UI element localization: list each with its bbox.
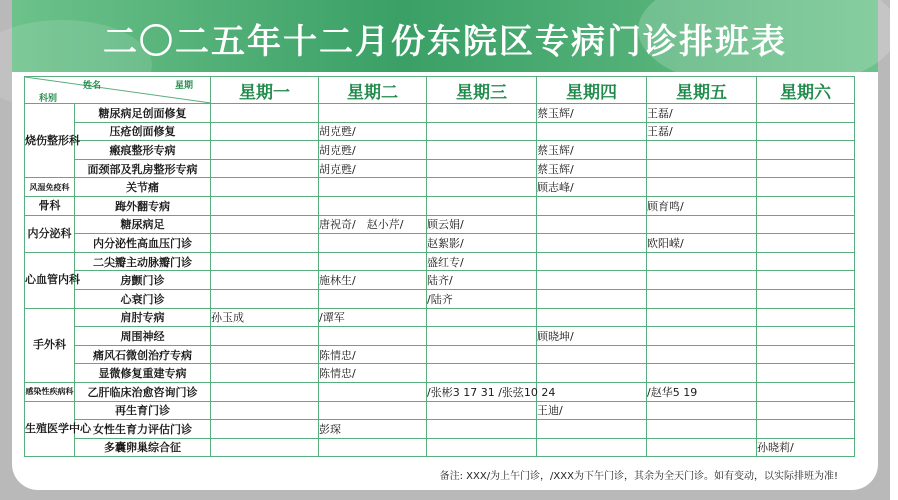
table-row	[25, 159, 855, 178]
doctor-cell	[427, 401, 537, 420]
clinic-cell: 女性生育力评估门诊	[75, 420, 211, 439]
doctor-cell	[427, 345, 537, 364]
doctor-cell: 唐祝奇/ 赵小芹/	[319, 215, 427, 234]
doctor-cell	[757, 345, 855, 364]
doctor-cell	[427, 308, 537, 327]
table-row	[25, 141, 855, 160]
table-row	[25, 122, 855, 141]
doctor-cell	[319, 252, 427, 271]
doctor-cell	[319, 196, 427, 215]
doctor-cell: 赵絮影/	[427, 234, 537, 253]
table-row	[25, 178, 855, 197]
table-row	[25, 234, 855, 253]
doctor-cell	[757, 215, 855, 234]
doctor-cell	[647, 289, 757, 308]
doctor-cell	[757, 252, 855, 271]
table-row	[25, 196, 855, 215]
header-banner	[12, 0, 878, 72]
doctor-cell	[537, 420, 647, 439]
doctor-cell	[319, 289, 427, 308]
schedule-panel	[12, 0, 878, 490]
doctor-cell: 彭琛	[319, 420, 427, 439]
doctor-cell	[647, 345, 757, 364]
clinic-cell: 心衰门诊	[75, 289, 211, 308]
dept-cell: 感染性疾病科	[25, 382, 75, 401]
doctor-cell	[537, 234, 647, 253]
doctor-cell	[757, 159, 855, 178]
doctor-cell	[757, 382, 855, 401]
doctor-cell	[319, 401, 427, 420]
dept-cell: 烧伤整形科	[25, 104, 75, 178]
dept-cell: 风湿免疫科	[25, 178, 75, 197]
day-header: 星期六	[757, 77, 855, 104]
doctor-cell	[757, 364, 855, 383]
table-row	[25, 327, 855, 346]
doctor-cell	[427, 364, 537, 383]
clinic-cell: 肩肘专病	[75, 308, 211, 327]
doctor-cell	[757, 122, 855, 141]
doctor-cell	[427, 438, 537, 457]
doctor-cell	[427, 104, 537, 123]
clinic-cell: 糖尿病足	[75, 215, 211, 234]
doctor-cell	[537, 122, 647, 141]
doctor-cell: /谭军	[319, 308, 427, 327]
dept-cell: 骨科	[25, 196, 75, 215]
doctor-cell	[757, 178, 855, 197]
doctor-cell	[211, 196, 319, 215]
doctor-cell	[211, 438, 319, 457]
doctor-cell: 蔡玉辉/	[537, 104, 647, 123]
doctor-cell	[757, 401, 855, 420]
table-row	[25, 215, 855, 234]
header-row	[25, 77, 855, 104]
doctor-cell	[647, 215, 757, 234]
dept-cell: 生殖医学中心	[25, 401, 75, 457]
doctor-cell: /张彬3 17 31 /张弦10 24	[427, 382, 537, 401]
doctor-cell	[211, 345, 319, 364]
table-row	[25, 271, 855, 290]
doctor-cell	[757, 289, 855, 308]
dept-cell: 手外科	[25, 308, 75, 382]
doctor-cell	[757, 234, 855, 253]
doctor-cell	[537, 308, 647, 327]
table-row	[25, 345, 855, 364]
doctor-cell: 王磊/	[647, 104, 757, 123]
doctor-cell	[319, 327, 427, 346]
doctor-cell	[537, 252, 647, 271]
corner-dept-label: 科别	[39, 94, 58, 104]
doctor-cell	[647, 364, 757, 383]
doctor-cell	[211, 104, 319, 123]
doctor-cell	[647, 401, 757, 420]
doctor-cell: /陆齐	[427, 289, 537, 308]
doctor-cell	[319, 234, 427, 253]
doctor-cell	[427, 122, 537, 141]
doctor-cell	[211, 252, 319, 271]
table-row	[25, 308, 855, 327]
doctor-cell: 欧阳嵘/	[647, 234, 757, 253]
doctor-cell	[427, 327, 537, 346]
corner-name-label: 姓名	[83, 81, 102, 91]
doctor-cell: 孙晓莉/	[757, 438, 855, 457]
clinic-cell: 关节痛	[75, 178, 211, 197]
doctor-cell	[211, 382, 319, 401]
doctor-cell	[319, 104, 427, 123]
doctor-cell	[647, 159, 757, 178]
doctor-cell: 顾云娟/	[427, 215, 537, 234]
doctor-cell	[211, 327, 319, 346]
table-row	[25, 252, 855, 271]
clinic-cell: 再生育门诊	[75, 401, 211, 420]
clinic-cell: 显微修复重建专病	[75, 364, 211, 383]
clinic-cell: 面颈部及乳房整形专病	[75, 159, 211, 178]
doctor-cell	[757, 141, 855, 160]
doctor-cell: 王迪/	[537, 401, 647, 420]
doctor-cell	[757, 271, 855, 290]
clinic-cell: 周围神经	[75, 327, 211, 346]
day-header: 星期二	[319, 77, 427, 104]
doctor-cell	[211, 178, 319, 197]
table-row	[25, 364, 855, 383]
doctor-cell	[647, 438, 757, 457]
doctor-cell: 陈情忠/	[319, 364, 427, 383]
clinic-cell: 糖尿病足创面修复	[75, 104, 211, 123]
doctor-cell: 孙玉成	[211, 308, 319, 327]
doctor-cell	[757, 196, 855, 215]
doctor-cell	[211, 364, 319, 383]
doctor-cell	[647, 141, 757, 160]
doctor-cell	[211, 289, 319, 308]
footnote: 备注: XXX/为上午门诊，/XXX为下午门诊，其余为全天门诊。如有变动，以实际排班为准!	[439, 471, 838, 482]
day-header: 星期一	[211, 77, 319, 104]
table-row	[25, 289, 855, 308]
clinic-cell: 压疮创面修复	[75, 122, 211, 141]
doctor-cell: 顾志峰/	[537, 178, 647, 197]
page-title: 二〇二五年十二月份东院区专病门诊排班表	[103, 22, 787, 62]
doctor-cell	[427, 178, 537, 197]
clinic-cell: 内分泌性高血压门诊	[75, 234, 211, 253]
day-header: 星期四	[537, 77, 647, 104]
doctor-cell: 胡克甦/	[319, 141, 427, 160]
doctor-cell	[537, 196, 647, 215]
clinic-cell: 房颤门诊	[75, 271, 211, 290]
table-row	[25, 420, 855, 439]
doctor-cell	[211, 420, 319, 439]
doctor-cell: 施林生/	[319, 271, 427, 290]
doctor-cell	[757, 420, 855, 439]
doctor-cell: /赵华5 19	[647, 382, 757, 401]
clinic-cell: 瘢痕整形专病	[75, 141, 211, 160]
doctor-cell	[647, 308, 757, 327]
doctor-cell: 顾育鸣/	[647, 196, 757, 215]
doctor-cell	[211, 234, 319, 253]
doctor-cell	[537, 345, 647, 364]
table-row	[25, 401, 855, 420]
doctor-cell: 蔡玉辉/	[537, 159, 647, 178]
doctor-cell	[647, 271, 757, 290]
doctor-cell: 陈情忠/	[319, 345, 427, 364]
clinic-cell: 痛风石微创治疗专病	[75, 345, 211, 364]
doctor-cell	[211, 122, 319, 141]
doctor-cell	[647, 252, 757, 271]
doctor-cell: 胡克甦/	[319, 159, 427, 178]
doctor-cell	[647, 327, 757, 346]
day-header: 星期三	[427, 77, 537, 104]
doctor-cell	[537, 271, 647, 290]
doctor-cell: 陆齐/	[427, 271, 537, 290]
doctor-cell	[211, 271, 319, 290]
doctor-cell	[319, 178, 427, 197]
doctor-cell	[537, 215, 647, 234]
doctor-cell: 蔡玉辉/	[537, 141, 647, 160]
doctor-cell: 盛红专/	[427, 252, 537, 271]
doctor-cell	[757, 308, 855, 327]
doctor-cell	[319, 382, 427, 401]
doctor-cell	[427, 420, 537, 439]
doctor-cell	[427, 196, 537, 215]
schedule-table	[24, 76, 855, 457]
doctor-cell	[211, 159, 319, 178]
doctor-cell	[427, 159, 537, 178]
corner-cell	[25, 77, 211, 104]
doctor-cell	[319, 438, 427, 457]
doctor-cell	[537, 289, 647, 308]
doctor-cell	[211, 141, 319, 160]
doctor-cell	[211, 401, 319, 420]
clinic-cell: 乙肝临床治愈咨询门诊	[75, 382, 211, 401]
clinic-cell: 多囊卵巢综合征	[75, 438, 211, 457]
table-row	[25, 104, 855, 123]
dept-cell: 心血管内科	[25, 252, 75, 308]
doctor-cell	[427, 141, 537, 160]
clinic-cell: 踇外翻专病	[75, 196, 211, 215]
doctor-cell	[647, 178, 757, 197]
doctor-cell	[537, 364, 647, 383]
doctor-cell	[757, 104, 855, 123]
table-row	[25, 382, 855, 401]
dept-cell: 内分泌科	[25, 215, 75, 252]
doctor-cell	[757, 327, 855, 346]
day-header: 星期五	[647, 77, 757, 104]
doctor-cell	[211, 215, 319, 234]
doctor-cell: 顾晓坤/	[537, 327, 647, 346]
doctor-cell: 王磊/	[647, 122, 757, 141]
table-row	[25, 438, 855, 457]
doctor-cell: 胡克甦/	[319, 122, 427, 141]
corner-weekday-label: 星期	[175, 81, 194, 91]
doctor-cell	[537, 438, 647, 457]
clinic-cell: 二尖瓣主动脉瓣门诊	[75, 252, 211, 271]
doctor-cell	[647, 420, 757, 439]
